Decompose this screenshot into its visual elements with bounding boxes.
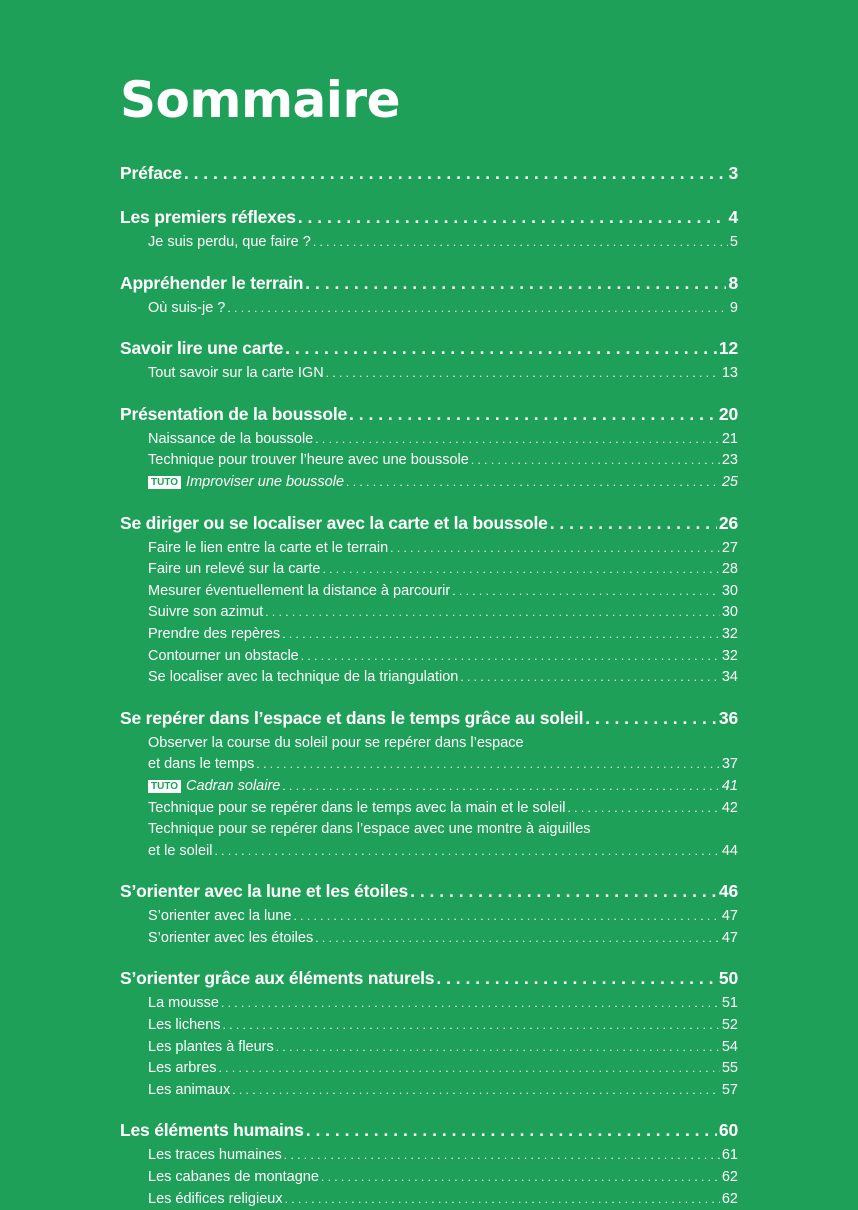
dot-leader xyxy=(285,333,717,363)
dot-leader xyxy=(285,1189,720,1210)
dot-leader xyxy=(276,1037,720,1059)
chapter-title: Les éléments humains xyxy=(120,1120,304,1141)
entry-label xyxy=(148,581,450,603)
entry-text: Les cabanes de montagne xyxy=(148,1169,319,1186)
dot-leader xyxy=(305,268,726,298)
entry-label xyxy=(148,798,566,820)
entry-label xyxy=(148,429,313,451)
entry-page-number: 21 xyxy=(721,430,738,447)
entry-text: S’orienter avec la lune xyxy=(148,908,292,925)
dot-leader xyxy=(298,202,727,232)
dot-leader xyxy=(301,646,720,668)
entry-page-number: 57 xyxy=(721,1081,738,1098)
toc-entry[interactable] xyxy=(120,1015,738,1037)
entry-text: Mesurer éventuellement la distance à parcourir xyxy=(148,582,451,599)
entry-label xyxy=(148,776,280,798)
chapter-page-number: 3 xyxy=(728,163,738,183)
toc-entry-line[interactable]: Observer la course du soleil pour se repérer dans l’espace xyxy=(148,734,524,751)
chapter-title: S’orienter grâce aux éléments naturels xyxy=(120,968,435,989)
entry-text: Suivre son azimut xyxy=(148,604,264,621)
tuto-badge: TUTO xyxy=(148,780,181,793)
entry-page-number: 5 xyxy=(729,234,738,250)
chapter-page-number: 8 xyxy=(728,272,738,293)
entry-label xyxy=(148,538,388,560)
entry-text: Où suis-je ? xyxy=(148,299,226,316)
entry-label xyxy=(148,450,469,472)
dot-leader xyxy=(568,798,720,820)
dot-leader xyxy=(315,928,720,950)
toc-entry[interactable] xyxy=(120,1189,738,1210)
dot-leader xyxy=(349,399,717,429)
entry-label xyxy=(148,993,219,1015)
entry-text: Contourner un obstacle xyxy=(148,647,299,664)
table-of-contents xyxy=(120,158,738,1210)
entry-page-number: 61 xyxy=(721,1147,738,1164)
entry-page-number: 32 xyxy=(721,647,738,664)
entry-text: Les édifices religieux xyxy=(148,1190,283,1207)
toc-entry[interactable] xyxy=(120,754,738,776)
entry-page-number: 30 xyxy=(721,582,738,599)
page-title: Sommaire xyxy=(120,71,401,129)
entry-page-number: 30 xyxy=(721,604,738,621)
entry-text: Cadran solaire xyxy=(186,777,281,794)
toc-section xyxy=(120,508,738,689)
dot-leader xyxy=(452,581,720,603)
dot-leader xyxy=(282,624,720,646)
entry-text: Se localiser avec la technique de la triangulation xyxy=(148,669,459,686)
entry-text: Tout savoir sur la carte IGN xyxy=(148,365,324,382)
dot-leader xyxy=(322,559,719,581)
entry-text: Les plantes à fleurs xyxy=(148,1038,274,1055)
entry-page-number: 25 xyxy=(721,473,738,490)
chapter-page-number: 20 xyxy=(718,403,738,424)
entry-label xyxy=(148,928,313,950)
entry-text: Les animaux xyxy=(148,1081,231,1098)
toc-entry[interactable] xyxy=(120,298,738,320)
entry-page-number: 23 xyxy=(721,452,738,469)
entry-text: Faire le lien entre la carte et le terrain xyxy=(148,539,389,556)
entry-text: Je suis perdu, que faire ? xyxy=(148,234,311,250)
chapter-title: Préface xyxy=(120,163,182,183)
chapter-page-number: 50 xyxy=(718,968,738,989)
entry-label xyxy=(148,1080,230,1102)
dot-leader xyxy=(293,906,719,928)
toc-chapter-entry[interactable] xyxy=(120,703,738,733)
dot-leader xyxy=(306,1115,717,1145)
chapter-title: Présentation de la boussole xyxy=(120,403,348,424)
entry-page-number: 44 xyxy=(721,842,738,859)
dot-leader xyxy=(223,1015,720,1037)
toc-entry[interactable] xyxy=(120,429,738,451)
toc-entry[interactable] xyxy=(120,1080,738,1102)
tuto-badge: TUTO xyxy=(148,476,181,489)
toc-section xyxy=(120,876,738,949)
entry-page-number: 62 xyxy=(721,1169,738,1186)
dot-leader xyxy=(232,1080,720,1102)
dot-leader xyxy=(346,472,720,494)
entry-text: Technique pour se repérer dans le temps avec la main et le soleil xyxy=(148,799,566,816)
entry-page-number: 28 xyxy=(721,561,738,578)
toc-entry[interactable] xyxy=(120,667,738,689)
dot-leader xyxy=(471,450,720,472)
entry-page-number: 32 xyxy=(721,625,738,642)
entry-label xyxy=(148,1037,274,1059)
entry-page-number: 47 xyxy=(721,908,738,925)
toc-entry[interactable] xyxy=(120,581,738,603)
chapter-page-number: 36 xyxy=(718,707,738,728)
toc-entry[interactable] xyxy=(120,928,738,950)
toc-chapter-entry[interactable] xyxy=(120,399,738,429)
entry-label xyxy=(148,841,212,863)
entry-text: Les traces humaines xyxy=(148,1147,282,1164)
toc-chapter-entry[interactable] xyxy=(120,268,738,298)
entry-text: Naissance de la boussole xyxy=(148,430,314,447)
entry-label xyxy=(148,624,280,646)
entry-text: Faire un relevé sur la carte xyxy=(148,561,321,578)
entry-text: Les lichens xyxy=(148,1017,221,1034)
toc-entry[interactable] xyxy=(120,559,738,581)
toc-chapter-entry[interactable] xyxy=(120,202,738,232)
toc-entry[interactable] xyxy=(120,906,738,928)
entry-page-number: 27 xyxy=(721,539,738,556)
toc-section xyxy=(120,333,738,385)
toc-entry[interactable] xyxy=(120,798,738,820)
entry-label xyxy=(148,1145,282,1167)
chapter-page-number: 26 xyxy=(718,512,738,533)
toc-entry[interactable] xyxy=(120,1037,738,1059)
chapter-title: Les premiers réflexes xyxy=(120,207,296,227)
toc-chapter-entry[interactable] xyxy=(120,876,738,906)
chapter-title: Se repérer dans l’espace et dans le temps grâce au soleil xyxy=(120,707,584,728)
entry-label xyxy=(148,1167,319,1189)
entry-text: S’orienter avec les étoiles xyxy=(148,929,314,946)
toc-section xyxy=(120,963,738,1101)
dot-leader xyxy=(282,776,720,798)
entry-page-number: 55 xyxy=(721,1060,738,1077)
entry-label xyxy=(148,646,299,668)
entry-label xyxy=(148,472,344,494)
entry-text: Improviser une boussole xyxy=(186,473,345,490)
entry-page-number: 37 xyxy=(721,756,738,773)
entry-page-number: 52 xyxy=(721,1017,738,1034)
entry-label xyxy=(148,754,254,776)
toc-chapter-entry[interactable] xyxy=(120,963,738,993)
toc-entry[interactable] xyxy=(120,602,738,624)
chapter-title: S’orienter avec la lune et les étoiles xyxy=(120,881,409,902)
toc-entry[interactable] xyxy=(120,538,738,560)
toc-section xyxy=(120,268,738,320)
dot-leader xyxy=(436,963,717,993)
toc-entry[interactable] xyxy=(120,1058,738,1080)
toc-entry-line[interactable]: Technique pour se repérer dans l’espace avec une montre à aiguilles xyxy=(148,821,591,838)
entry-label xyxy=(148,1189,283,1210)
entry-label xyxy=(148,906,291,928)
chapter-page-number: 12 xyxy=(718,338,738,359)
entry-page-number: 54 xyxy=(721,1038,738,1055)
chapter-page-number: 4 xyxy=(728,207,738,227)
chapter-page-number: 46 xyxy=(718,881,738,902)
entry-text: Les arbres xyxy=(148,1060,217,1077)
entry-label xyxy=(148,559,320,581)
entry-label xyxy=(148,1058,217,1080)
entry-label xyxy=(148,667,458,689)
chapter-page-number: 60 xyxy=(718,1120,738,1141)
toc-chapter-entry[interactable] xyxy=(120,508,738,538)
toc-chapter-entry[interactable] xyxy=(120,1115,738,1145)
entry-label xyxy=(148,363,324,385)
chapter-title: Savoir lire une carte xyxy=(120,338,284,359)
entry-page-number: 9 xyxy=(729,299,738,316)
dot-leader xyxy=(265,602,720,624)
dot-leader xyxy=(184,158,727,188)
toc-entry[interactable] xyxy=(120,646,738,668)
entry-label xyxy=(148,1015,221,1037)
entry-label xyxy=(148,602,263,624)
entry-page-number: 47 xyxy=(721,929,738,946)
toc-entry[interactable] xyxy=(120,624,738,646)
toc-section xyxy=(120,202,738,254)
entry-text: La mousse xyxy=(148,995,219,1012)
dot-leader xyxy=(284,1145,720,1167)
entry-label xyxy=(148,298,225,320)
dot-leader xyxy=(256,754,719,776)
toc-section xyxy=(120,158,738,188)
toc-tuto-entry[interactable] xyxy=(120,776,738,798)
dot-leader xyxy=(219,1058,720,1080)
entry-text: Technique pour trouver l’heure avec une boussole xyxy=(148,452,469,469)
entry-page-number: 42 xyxy=(721,799,738,816)
chapter-title: Se diriger ou se localiser avec la carte et la boussole xyxy=(120,512,548,533)
dot-leader xyxy=(313,232,728,254)
entry-page-number: 13 xyxy=(721,365,738,382)
dot-leader xyxy=(550,508,717,538)
entry-page-number: 41 xyxy=(721,777,738,794)
dot-leader xyxy=(227,298,728,320)
toc-tuto-entry[interactable] xyxy=(120,472,738,494)
dot-leader xyxy=(460,667,720,689)
toc-entry[interactable] xyxy=(120,363,738,385)
toc-entry[interactable] xyxy=(120,232,738,254)
toc-section xyxy=(120,1115,738,1210)
entry-text: et dans le temps xyxy=(148,756,255,773)
dot-leader xyxy=(410,876,717,906)
entry-label xyxy=(148,232,311,254)
dot-leader xyxy=(321,1167,720,1189)
entry-page-number: 62 xyxy=(721,1190,738,1207)
entry-text: et le soleil xyxy=(148,842,213,859)
toc-chapter-entry[interactable] xyxy=(120,333,738,363)
dot-leader xyxy=(390,538,720,560)
dot-leader xyxy=(326,363,720,385)
chapter-title: Appréhender le terrain xyxy=(120,272,304,293)
entry-text: Prendre des repères xyxy=(148,625,281,642)
entry-page-number: 34 xyxy=(721,669,738,686)
dot-leader xyxy=(221,993,720,1015)
toc-section xyxy=(120,703,738,863)
toc-entry[interactable] xyxy=(120,993,738,1015)
toc-entry[interactable] xyxy=(120,450,738,472)
toc-entry[interactable] xyxy=(120,1167,738,1189)
entry-page-number: 51 xyxy=(721,995,738,1012)
dot-leader xyxy=(585,703,717,733)
toc-section xyxy=(120,399,738,494)
toc-chapter-entry[interactable] xyxy=(120,158,738,188)
toc-entry[interactable] xyxy=(120,841,738,863)
toc-entry[interactable] xyxy=(120,1145,738,1167)
dot-leader xyxy=(315,429,720,451)
dot-leader xyxy=(214,841,719,863)
